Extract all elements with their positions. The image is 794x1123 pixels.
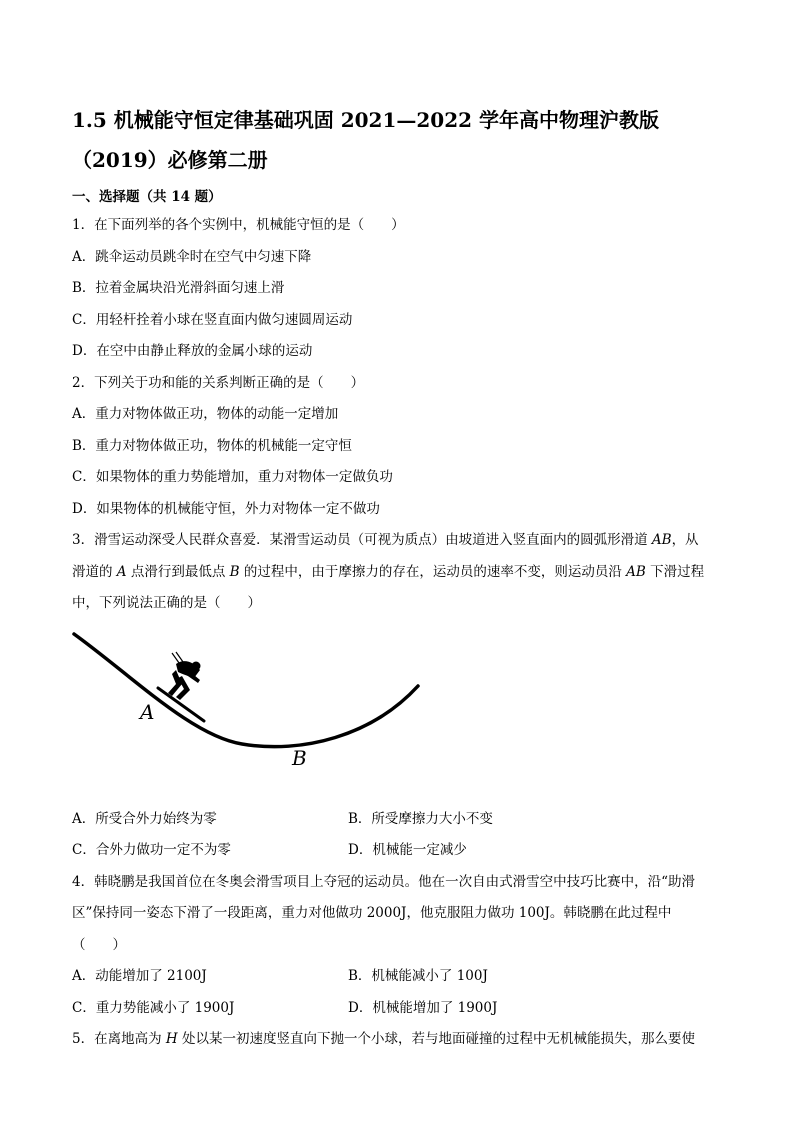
question-1-option-b: B．拉着金属块沿光滑斜面匀速上滑: [72, 280, 285, 296]
q5-var-h: H: [165, 1031, 178, 1047]
question-3-options-row-2: [72, 835, 732, 867]
question-3-options-row-1: [72, 804, 732, 836]
question-1-option-c: C．用轻杆拴着小球在竖直面内做匀速圆周运动: [72, 311, 353, 328]
question-3-option-a: A．所受合外力始终为零: [72, 810, 217, 827]
q3-var-a: A: [116, 563, 127, 580]
document-page: [72, 100, 732, 1056]
q3-text: 滑道的: [72, 563, 117, 580]
question-4-option-a: A．动能增加了 2100J: [72, 968, 207, 984]
question-2: [72, 368, 732, 526]
section-heading: 一、选择题（共 14 题）: [72, 189, 222, 205]
ski-slope-figure: [72, 626, 432, 786]
question-3-stem-line-1: [72, 525, 732, 557]
question-4-stem-line-1: 4．韩晓鹏是我国首位在冬奥会滑雪项目上夺冠的运动员。他在一次自由式滑雪空中技巧比赛中，沿“助滑: [72, 873, 695, 890]
q3-var-b: B: [229, 563, 240, 580]
question-3-option-b: B．所受摩擦力大小不变: [348, 810, 493, 827]
figure-label-b: B: [292, 745, 307, 770]
question-4-option-d: D．机械能增加了 1900J: [348, 999, 498, 1016]
question-3-option-c: C．合外力做功一定不为零: [72, 842, 231, 858]
q5-text: 5．在离地高为: [72, 1031, 166, 1047]
question-3-option-d: D．机械能一定减少: [348, 842, 467, 858]
q3-text: 的过程中，由于摩擦力的存在，运动员的速率不变，则运动员沿: [239, 563, 627, 580]
question-3-stem-line-3: 中，下列说法正确的是（ ）: [72, 595, 261, 611]
question-1: [72, 210, 732, 368]
q5-text: 处以某一初速度竖直向下抛一个小球，若与地面碰撞的过程中无机械能损失，那么要使: [177, 1031, 695, 1047]
question-4-stem-line-2: 区”保持同一姿态下滑了一段距离，重力对他做功 2000J，他克服阻力做功 100J。韩晓鹏在此过程中: [72, 905, 672, 921]
question-1-stem: 1．在下面列举的各个实例中，机械能守恒的是（ ）: [72, 217, 405, 233]
q3-var-ab: AB: [626, 563, 646, 580]
ski-slope-diagram: [72, 626, 432, 786]
question-2-option-c: C．如果物体的重力势能增加，重力对物体一定做负功: [72, 469, 393, 485]
q3-text: 点滑行到最低点: [126, 563, 230, 580]
question-4-stem-line-3: （ ）: [72, 936, 126, 953]
q3-text: 下滑过程: [645, 563, 705, 580]
question-2-option-b: B．重力对物体做正功，物体的机械能一定守恒: [72, 437, 352, 454]
question-3-stem-line-2: [72, 557, 732, 589]
question-4-option-b: B．机械能减小了 100J: [348, 968, 488, 984]
question-4-option-c: C．重力势能减小了 1900J: [72, 999, 235, 1016]
question-2-option-a: A．重力对物体做正功，物体的动能一定增加: [72, 406, 339, 422]
q3-var-ab: AB: [651, 532, 672, 548]
document-title-line-1: 1.5 机械能守恒定律基础巩固 2021—2022 学年高中物理沪教版: [72, 108, 660, 132]
circular-arc-track: [74, 634, 418, 747]
question-5: [72, 1024, 732, 1056]
question-2-option-d: D．如果物体的机械能守恒，外力对物体一定不做功: [72, 500, 380, 517]
question-4-options-row-1: [72, 961, 732, 993]
question-2-stem: 2．下列关于功和能的关系判断正确的是（ ）: [72, 374, 365, 391]
question-5-stem-line-1: [72, 1024, 732, 1056]
question-4-options-row-2: [72, 993, 732, 1025]
q3-text: ，从: [671, 532, 699, 548]
question-4: [72, 867, 732, 1025]
question-1-option-a: A．跳伞运动员跳伞时在空气中匀速下降: [72, 248, 312, 265]
question-1-option-d: D．在空中由静止释放的金属小球的运动: [72, 343, 313, 359]
document-title-line-2: （2019）必修第二册: [72, 148, 268, 172]
figure-label-a: A: [140, 699, 155, 724]
q3-text: 3．滑雪运动深受人民群众喜爱．某滑雪运动员（可视为质点）由坡道进入竖直面内的圆弧形滑道: [72, 532, 652, 548]
skier-icon: [158, 652, 204, 721]
question-3: [72, 525, 732, 867]
